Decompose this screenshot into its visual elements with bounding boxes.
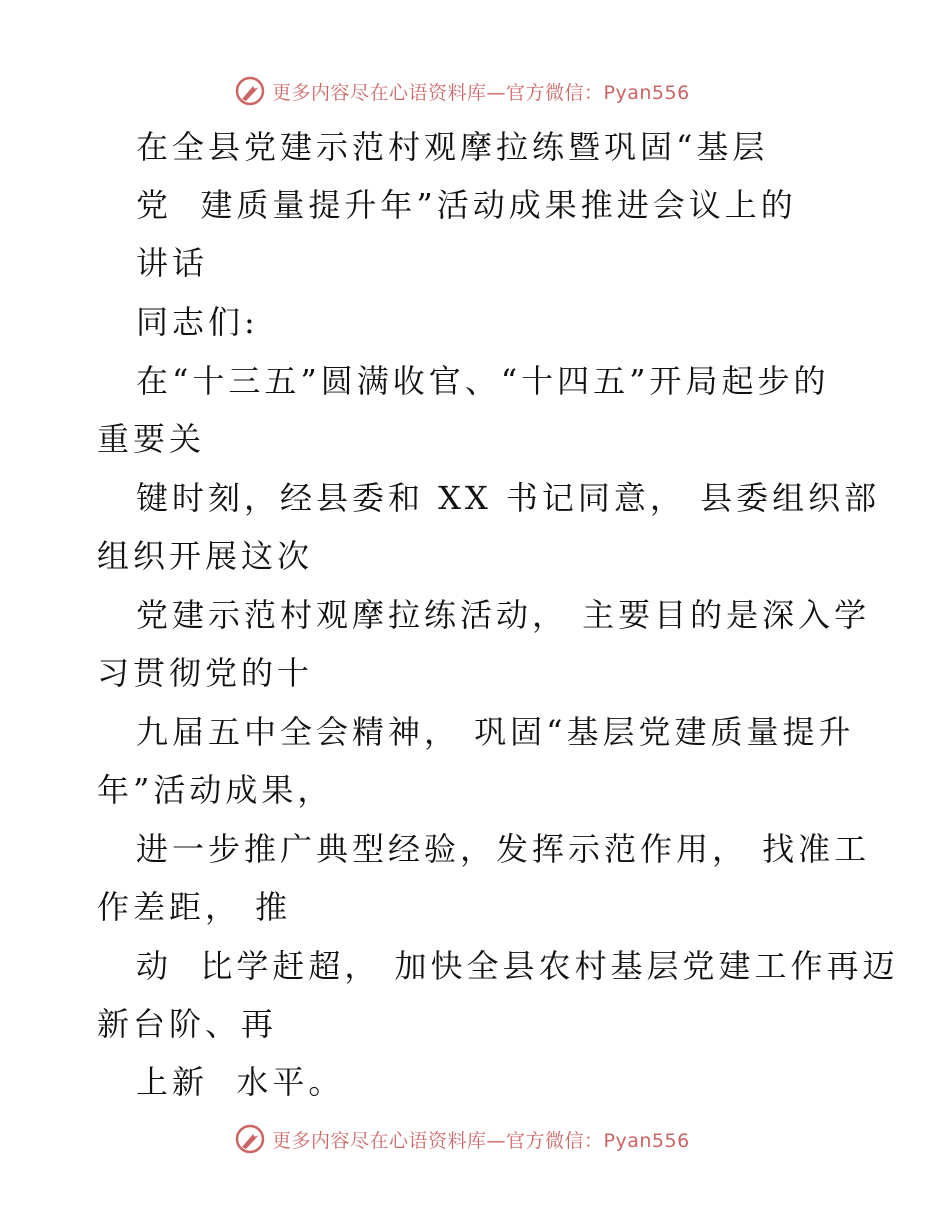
watermark-text: 更多内容尽在心语资料库—官方微信：Pyan556 xyxy=(272,81,690,104)
body-line: 年”活动成果， xyxy=(97,771,334,809)
body-line: 习贯彻党的十 xyxy=(97,654,314,692)
pen-logo-icon xyxy=(234,1123,266,1155)
watermark-text: 更多内容尽在心语资料库—官方微信：Pyan556 xyxy=(272,1129,690,1152)
title-line-2: 党 建质量提升年”活动成果推进会议上的 xyxy=(136,186,797,224)
pen-logo-icon xyxy=(234,75,266,107)
title-line-3: 讲话 xyxy=(136,244,209,282)
body-line: 动 比学赶超， 加快全县农村基层党建工作再迈 xyxy=(136,947,899,985)
body-line: 上新 水平。 xyxy=(136,1063,345,1101)
salutation: 同志们: xyxy=(136,303,259,341)
body-line: 重要关 xyxy=(97,420,206,458)
body-line: 九届五中全会精神， 巩固“基层党建质量提升 xyxy=(136,713,855,751)
body-line: 进一步推广典型经验，发挥示范作用， 找准工 xyxy=(136,830,871,868)
watermark-banner-bottom xyxy=(234,1122,690,1156)
body-line: 在“十三五”圆满收官、“十四五”开局起步的 xyxy=(136,362,830,400)
body-line: 新台阶、再 xyxy=(97,1005,278,1043)
watermark-banner-top xyxy=(234,74,690,108)
body-line: 党建示范村观摩拉练活动， 主要目的是深入学 xyxy=(136,596,871,634)
body-line: 作差距， 推 xyxy=(97,888,292,926)
body-line: 组织开展这次 xyxy=(97,537,314,575)
title-line-1: 在全县党建示范村观摩拉练暨巩固“基层 xyxy=(136,128,769,166)
body-line: 键时刻，经县委和 XX 书记同意， 县委组织部 xyxy=(136,479,881,517)
